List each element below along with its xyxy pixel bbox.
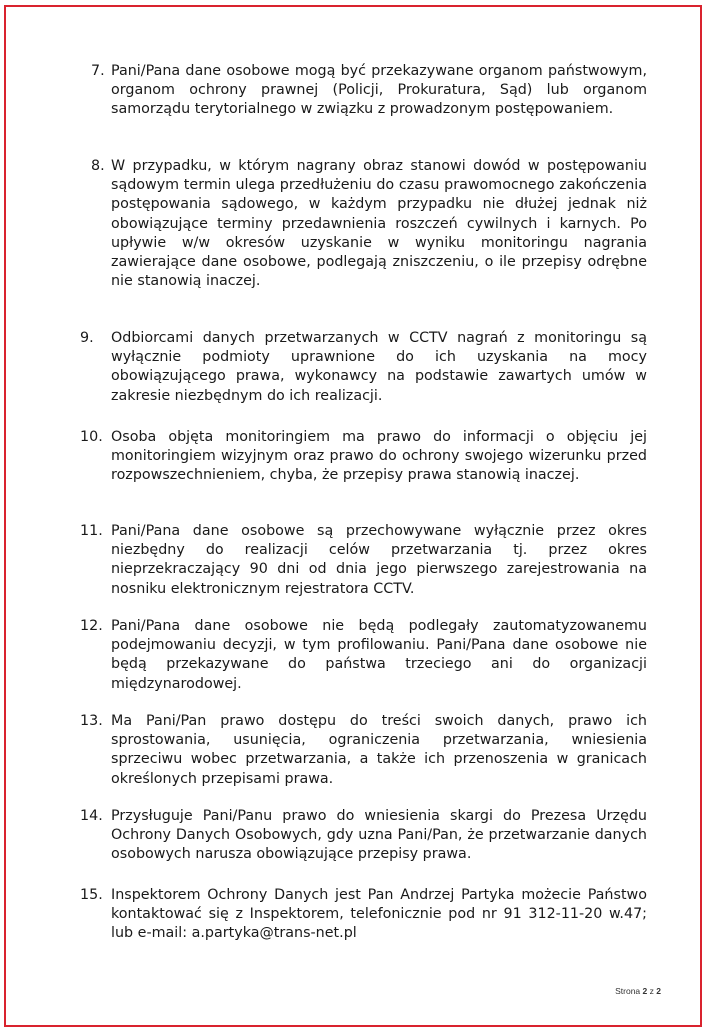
list-item [0, 617, 711, 712]
list-item-number: 14. [80, 808, 103, 824]
list-item-text: Osoba objęta monitoringiem ma prawo do informacji o objęciu jej monitoringiem wizyjnym oraz prawo do ochrony swojego wizerunku przed rozpowszechnieniem, chyba, że przepisy prawa stanowią inaczej. [111, 429, 647, 484]
list-item-text: Ma Pani/Pan prawo dostępu do treści swoich danych, prawo ich sprostowania, usunięcia, ograniczenia przetwarzania, wniesienia sprzeciwu wobec przetwarzania, a także ich przenoszenia w granicach określonych przepisami prawa. [111, 713, 647, 787]
list-item-text: Inspektorem Ochrony Danych jest Pan Andrzej Partyka możecie Państwo kontaktować się z Inspektorem, telefonicznie pod nr 91 312-11-20 w.47; lub e-mail: a.partyka@trans-net.pl [111, 887, 647, 942]
list-item [0, 886, 711, 946]
list-item-text: W przypadku, w którym nagrany obraz stanowi dowód w postępowaniu sądowym termin ulega przedłużeniu do czasu prawomocnego zakończenia postępowania sądowego, w każdym przypadku nie dłużej jednak niż obowiązujące terminy przedawnienia roszczeń cywilnych i karnych. Po upływie w/w okresów uzyskanie w wyniku monitoringu nagrania zawierające dane osobowe, podlegają zniszczeniu, o ile przepisy odrębne nie stanowią inaczej. [111, 158, 647, 290]
list-item [0, 62, 711, 157]
page-number-label: Strona [615, 986, 641, 996]
list-item-number: 12. [80, 618, 103, 634]
list-item [0, 157, 711, 329]
page-number-current: 2 [642, 986, 648, 996]
list-item-number: 8. [91, 158, 105, 174]
list-item-number: 9. [80, 330, 94, 346]
list-item [0, 807, 711, 886]
document-body [0, 62, 711, 946]
list-item-text: Pani/Pana dane osobowe nie będą podlegały zautomatyzowanemu podejmowaniu decyzji, w tym profilowaniu. Pani/Pana dane osobowe nie będą przekazywane do państwa trzeciego ani do organizacji międzynarodowej. [111, 618, 647, 692]
list-item-text: Pani/Pana dane osobowe są przechowywane wyłącznie przez okres niezbędny do realizacji celów przetwarzania tj. przez okres nieprzekraczający 90 dni od dnia jego pierwszego zarejestrowania na nosniku elektronicznym rejestratora CCTV. [111, 523, 647, 597]
list-item-number: 7. [91, 63, 105, 79]
list-item-text: Przysługuje Pani/Panu prawo do wniesienia skargi do Prezesa Urzędu Ochrony Danych Osobowych, gdy uzna Pani/Pan, że przetwarzanie danych osobowych narusza obowiązujące przepisy prawa. [111, 808, 647, 863]
list-item-text: Pani/Pana dane osobowe mogą być przekazywane organom państwowym, organom ochrony prawnej (Policji, Prokuratura, Sąd) lub organom samorządu terytorialnego w związku z prowadzonym postępowaniem. [111, 63, 647, 118]
list-item-text: Odbiorcami danych przetwarzanych w CCTV nagrań z monitoringu są wyłącznie podmioty uprawnione do ich uzyskania na mocy obowiązującego prawa, wykonawcy na podstawie zawartych umów w zakresie niezbędnym do ich realizacji. [111, 330, 647, 404]
page-number-total: 2 [656, 986, 661, 996]
page-number-separator: z [649, 986, 654, 996]
list-item-number: 15. [80, 887, 103, 903]
page-number [0, 986, 661, 996]
list-item-number: 10. [80, 429, 103, 445]
list-item-number: 11. [80, 523, 103, 539]
list-item-number: 13. [80, 713, 103, 729]
list-item [0, 428, 711, 522]
list-item [0, 329, 711, 428]
list-item [0, 522, 711, 617]
list-item [0, 712, 711, 807]
